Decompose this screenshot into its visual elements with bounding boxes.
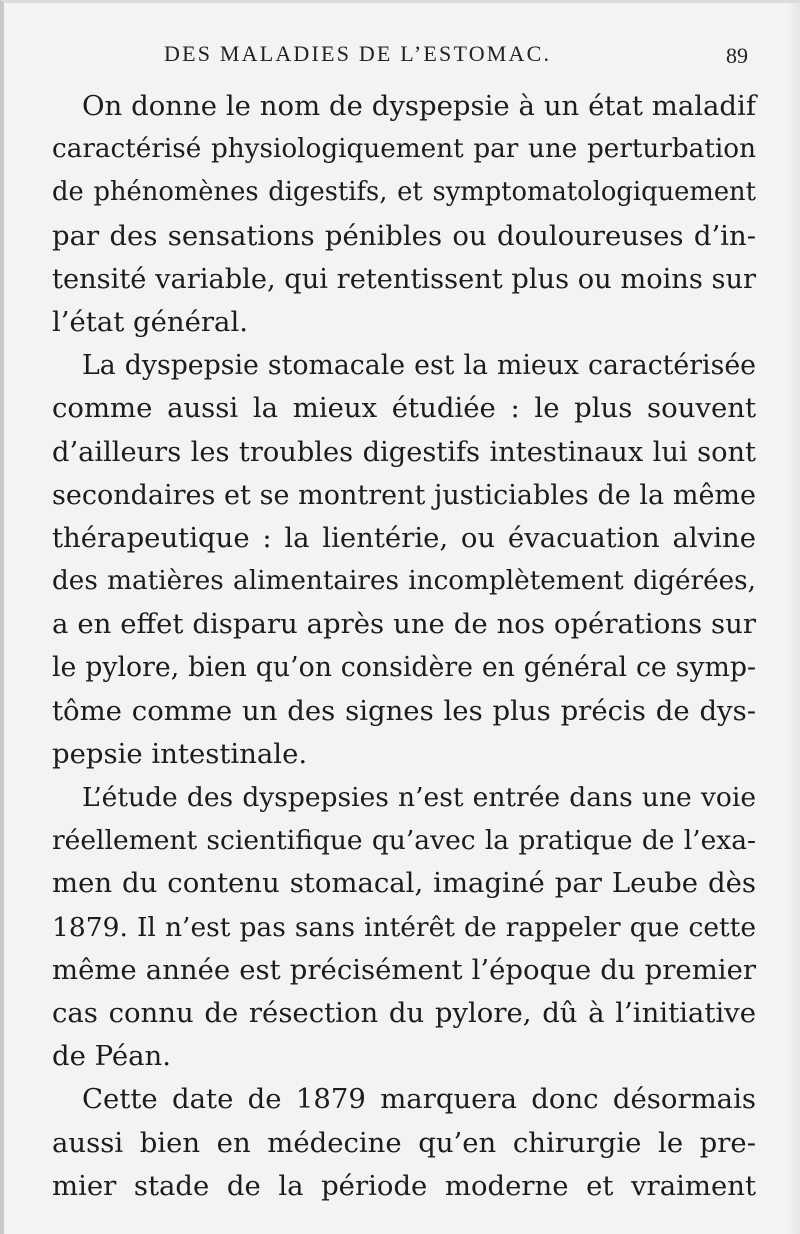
text-line: tôme comme un des signes les plus précis de dys- xyxy=(52,694,756,727)
text-line: Cette date de 1879 marquera donc désormais xyxy=(82,1083,756,1116)
text-line: pepsie intestinale. xyxy=(52,737,308,770)
text-line: des matières alimentaires incomplètement digérées, xyxy=(52,566,756,597)
text-line: par des sensations pénibles ou douloureuses d’in- xyxy=(52,219,756,252)
text-line: On donne le nom de dyspepsie à un état maladif xyxy=(82,90,756,122)
text-line: l’état général. xyxy=(52,305,248,338)
text-line: thérapeutique : la lientérie, ou évacuation alvine xyxy=(52,521,756,554)
paragraph-4 xyxy=(52,1078,756,1208)
text-line: caractérisé physiologiquement par une perturbation xyxy=(52,134,756,165)
text-line: de Péan. xyxy=(52,1040,172,1073)
text-line: secondaires et se montrent justiciables de la même xyxy=(52,479,756,511)
paragraph-1 xyxy=(52,85,756,344)
text-line: aussi bien en médecine qu’en chirurgie le pre- xyxy=(52,1126,756,1159)
text-line: La dyspepsie stomacale est la mieux caractérisée xyxy=(82,350,756,382)
text-line: men du contenu stomacal, imaginé par Leube dès xyxy=(52,867,756,900)
text-line: cas connu de résection du pylore, dû à l’initiative xyxy=(52,996,756,1029)
text-line: 1879. Il n’est pas sans intérêt de rappeler que cette xyxy=(52,911,756,943)
running-head xyxy=(4,41,800,81)
text-line: le pylore, bien qu’on considère en général ce symp- xyxy=(52,652,756,684)
paragraph-2 xyxy=(52,344,756,776)
text-line: L’étude des dyspepsies n’est entrée dans une voie xyxy=(82,782,756,813)
text-line: mier stade de la période moderne et vraiment xyxy=(52,1169,756,1202)
text-line: d’ailleurs les troubles digestifs intestinaux lui sont xyxy=(52,436,756,468)
paragraph-3 xyxy=(52,776,756,1078)
text-line: de phénomènes digestifs, et symptomatologiquement xyxy=(52,177,756,208)
text-line: comme aussi la mieux étudiée : le plus souvent xyxy=(52,392,756,425)
running-title: DES MALADIES DE L’ESTOMAC. xyxy=(164,41,552,66)
body-text xyxy=(52,85,756,1208)
text-line: même année est précisément l’époque du premier xyxy=(52,953,756,986)
text-line: tensité variable, qui retentissent plus ou moins sur xyxy=(52,263,757,295)
text-line: a en effet disparu après une de nos opérations sur xyxy=(52,608,756,641)
text-line: réellement scientifique qu’avec la pratique de l’exa- xyxy=(52,825,756,857)
page-number: 89 xyxy=(726,43,748,68)
